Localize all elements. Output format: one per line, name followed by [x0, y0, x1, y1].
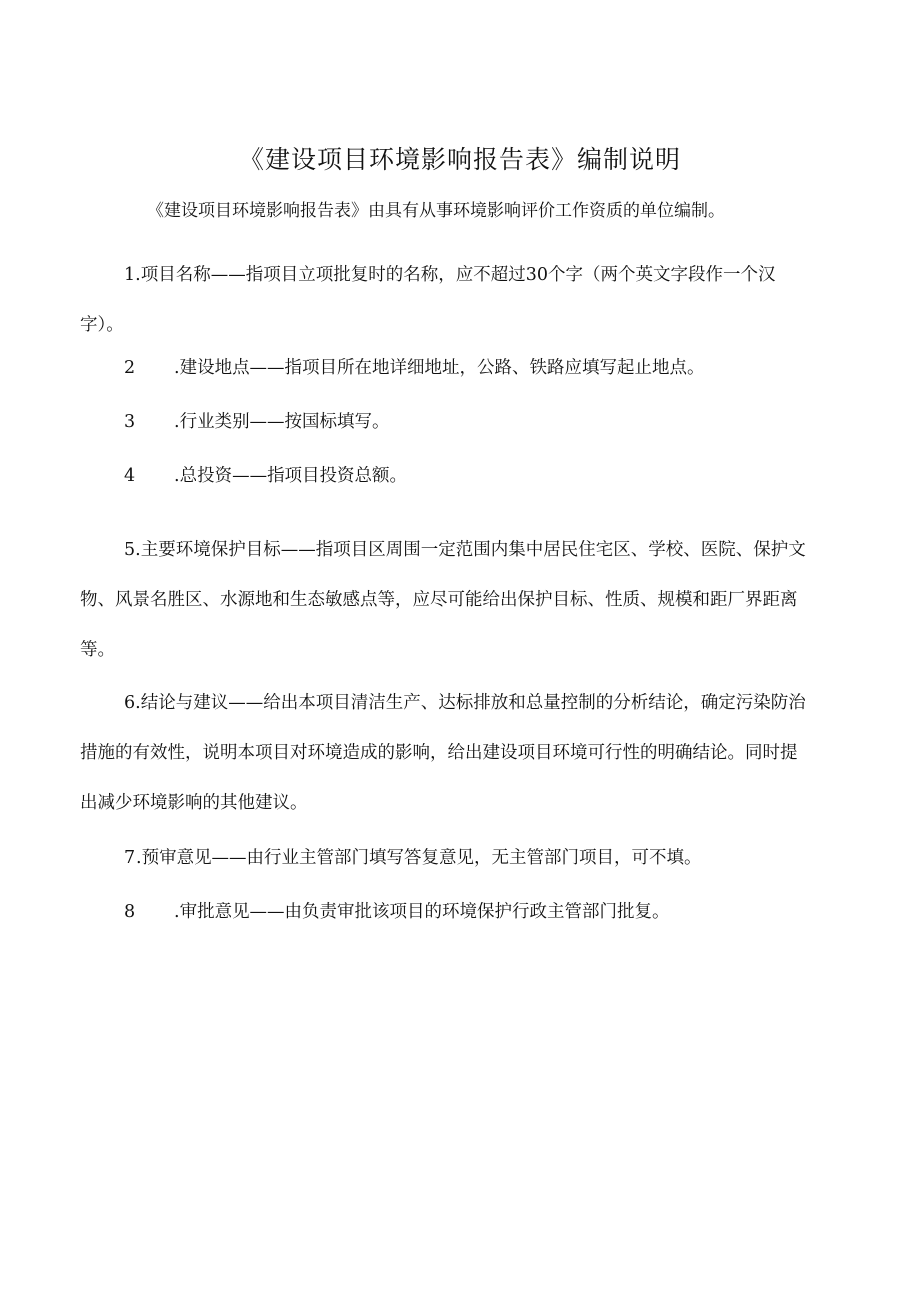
item-number: 1: [124, 265, 136, 285]
item-number: 4: [124, 466, 136, 486]
item-text: .预审意见——由行业主管部门填写答复意见，无主管部门项目，可不填。: [136, 848, 702, 868]
item-number: 5: [124, 540, 136, 560]
item-text: .建设地点——指项目所在地详细地址，公路、铁路应填写起止地点。: [174, 358, 705, 378]
item-number: 3: [124, 412, 136, 432]
item-1: [80, 250, 912, 350]
document-title: 《建设项目环境影响报告表》编制说明: [238, 145, 681, 174]
item-6-line-1: [80, 678, 912, 728]
item-5: [80, 525, 912, 675]
item-6-line-2: 措施的有效性，说明本项目对环境造成的影响，给出建设项目环境可行性的明确结论。同时提: [80, 743, 798, 763]
item-1-line-1: [80, 250, 912, 300]
item-5-line-2: 物、风景名胜区、水源地和生态敏感点等，应尽可能给出保护目标、性质、规模和距厂界距离: [80, 590, 798, 610]
item-text: .主要环境保护目标——指项目区周围一定范围内集中居民住宅区、学校、医院、保护文: [135, 540, 806, 560]
intro-paragraph: 《建设项目环境影响报告表》由具有从事环境影响评价工作资质的单位编制。: [147, 201, 725, 221]
item-5-line-1: [80, 525, 912, 575]
item-number: 6: [124, 693, 136, 713]
item-number: 8: [124, 902, 136, 922]
item-5-line-3: 等。: [80, 640, 115, 660]
item-text: .总投资——指项目投资总额。: [174, 466, 408, 486]
item-text: .审批意见——由负责审批该项目的环境保护行政主管部门批复。: [174, 902, 670, 922]
item-number: 7: [124, 848, 136, 868]
item-6-line-3: 出减少环境影响的其他建议。: [80, 793, 308, 813]
item-number: 2: [124, 358, 136, 378]
item-text: .项目名称——指项目立项批复时的名称，应不超过30个字（两个英文字段作一个汉: [135, 265, 776, 285]
item-text: .行业类别——按国标填写。: [174, 412, 390, 432]
item-6: [80, 678, 912, 828]
item-text: .结论与建议——给出本项目清洁生产、达标排放和总量控制的分析结论，确定污染防治: [135, 693, 806, 713]
item-1-line-2: 字）。: [80, 315, 124, 335]
